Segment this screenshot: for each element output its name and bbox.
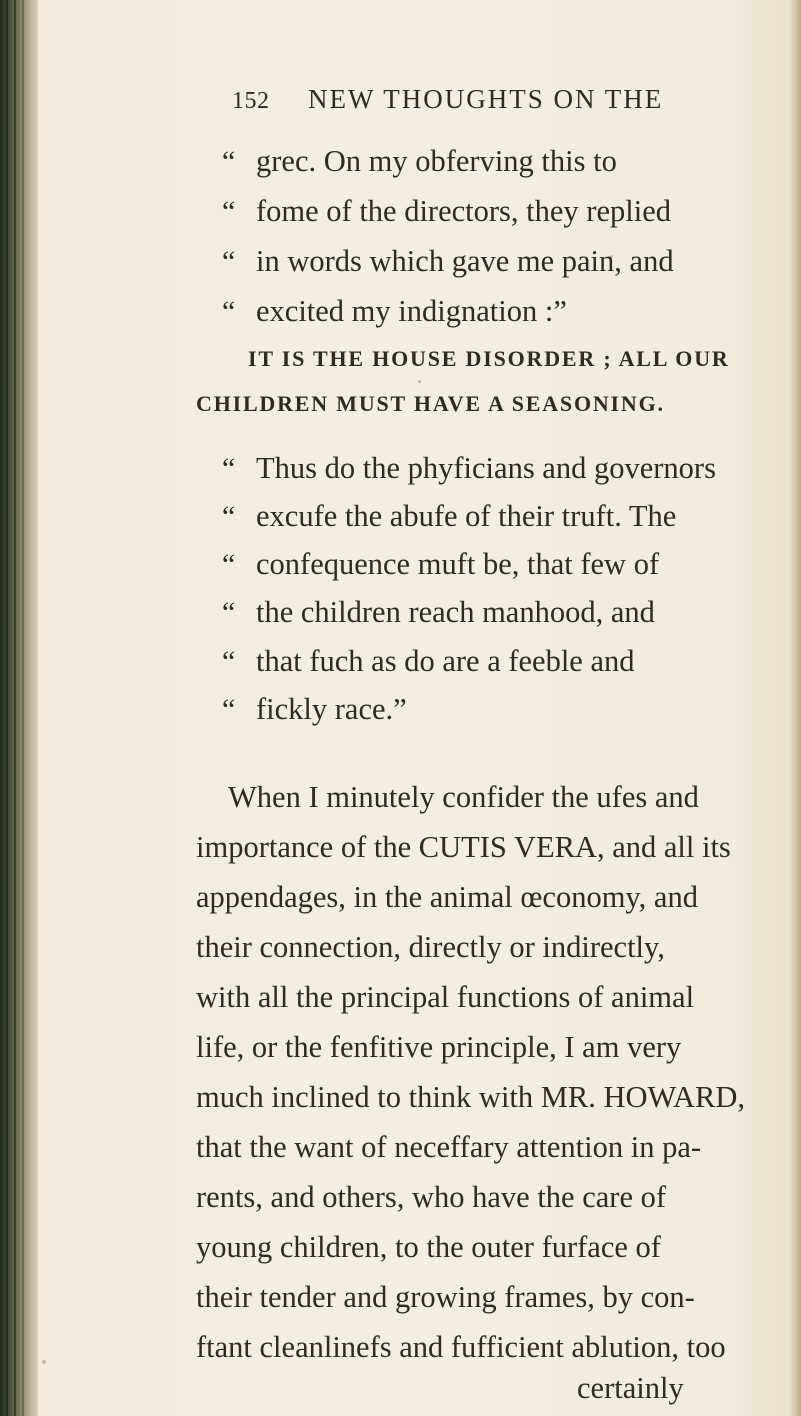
running-head — [0, 82, 801, 122]
line-text: fome of the directors, they replied — [256, 194, 671, 228]
line-text: excufe the abufe of their truft. The — [256, 499, 677, 533]
opening-quote-mark: “ — [222, 295, 236, 328]
opening-quote-mark: “ — [222, 596, 236, 629]
small-caps-line: CHILDREN MUST HAVE A SEASONING. — [196, 391, 665, 416]
text-line: rents, and others, who have the care of — [196, 1180, 667, 1214]
opening-quote-mark: “ — [222, 452, 236, 485]
line-text: fickly race.” — [256, 692, 407, 726]
page-right-edge — [787, 0, 801, 1416]
text-line: with all the principal functions of animal — [196, 980, 695, 1014]
opening-quote-mark: “ — [222, 195, 236, 228]
text-line: much inclined to think with MR. HOWARD, — [196, 1080, 745, 1114]
line-text: grec. On my obferving this to — [256, 144, 617, 178]
small-caps-line: IT IS THE HOUSE DISORDER ; ALL OUR — [248, 346, 730, 371]
text-line — [222, 448, 716, 488]
text-line: When I minutely confider the ufes and — [228, 780, 699, 814]
text-line: ftant cleanlinefs and fufficient ablution, too — [196, 1330, 726, 1364]
text-line — [222, 689, 407, 729]
line-text: in words which gave me pain, and — [256, 244, 674, 278]
book-binding-edge — [0, 0, 38, 1416]
opening-quote-mark: “ — [222, 548, 236, 581]
line-text: the children reach manhood, and — [256, 595, 655, 629]
line-text: that fuch as do are a feeble and — [256, 644, 635, 678]
text-line: importance of the CUTIS VERA, and all its — [196, 830, 731, 864]
line-text: Thus do the phyficians and governors — [256, 451, 716, 485]
binding-stripe — [14, 0, 16, 1416]
opening-quote-mark: “ — [222, 500, 236, 533]
line-text: excited my indignation :” — [256, 294, 567, 328]
paper-speck — [418, 380, 421, 383]
text-line — [222, 241, 674, 281]
text-line — [222, 291, 567, 331]
text-line — [222, 544, 659, 584]
paper-speck — [42, 1360, 46, 1364]
text-line — [222, 191, 671, 231]
text-line — [222, 641, 635, 681]
text-line — [222, 141, 617, 181]
opening-quote-mark: “ — [222, 693, 236, 726]
running-title: NEW THOUGHTS ON THE — [308, 84, 664, 114]
opening-quote-mark: “ — [222, 645, 236, 678]
text-line: that the want of neceffary attention in pa- — [196, 1130, 702, 1164]
text-line — [222, 496, 676, 536]
text-line: their connection, directly or indirectly, — [196, 930, 665, 964]
text-line: appendages, in the animal œconomy, and — [196, 880, 698, 914]
catchword: certainly — [577, 1371, 684, 1405]
binding-stripe — [6, 0, 8, 1416]
binding-stripe — [22, 0, 24, 1416]
page-number: 152 — [232, 88, 270, 114]
opening-quote-mark: “ — [222, 245, 236, 278]
text-line: young children, to the outer furface of — [196, 1230, 661, 1264]
text-line: their tender and growing frames, by con- — [196, 1280, 695, 1314]
text-line: life, or the fenfitive principle, I am very — [196, 1030, 682, 1064]
line-text: confequence muft be, that few of — [256, 547, 660, 581]
text-line — [222, 592, 655, 632]
opening-quote-mark: “ — [222, 145, 236, 178]
